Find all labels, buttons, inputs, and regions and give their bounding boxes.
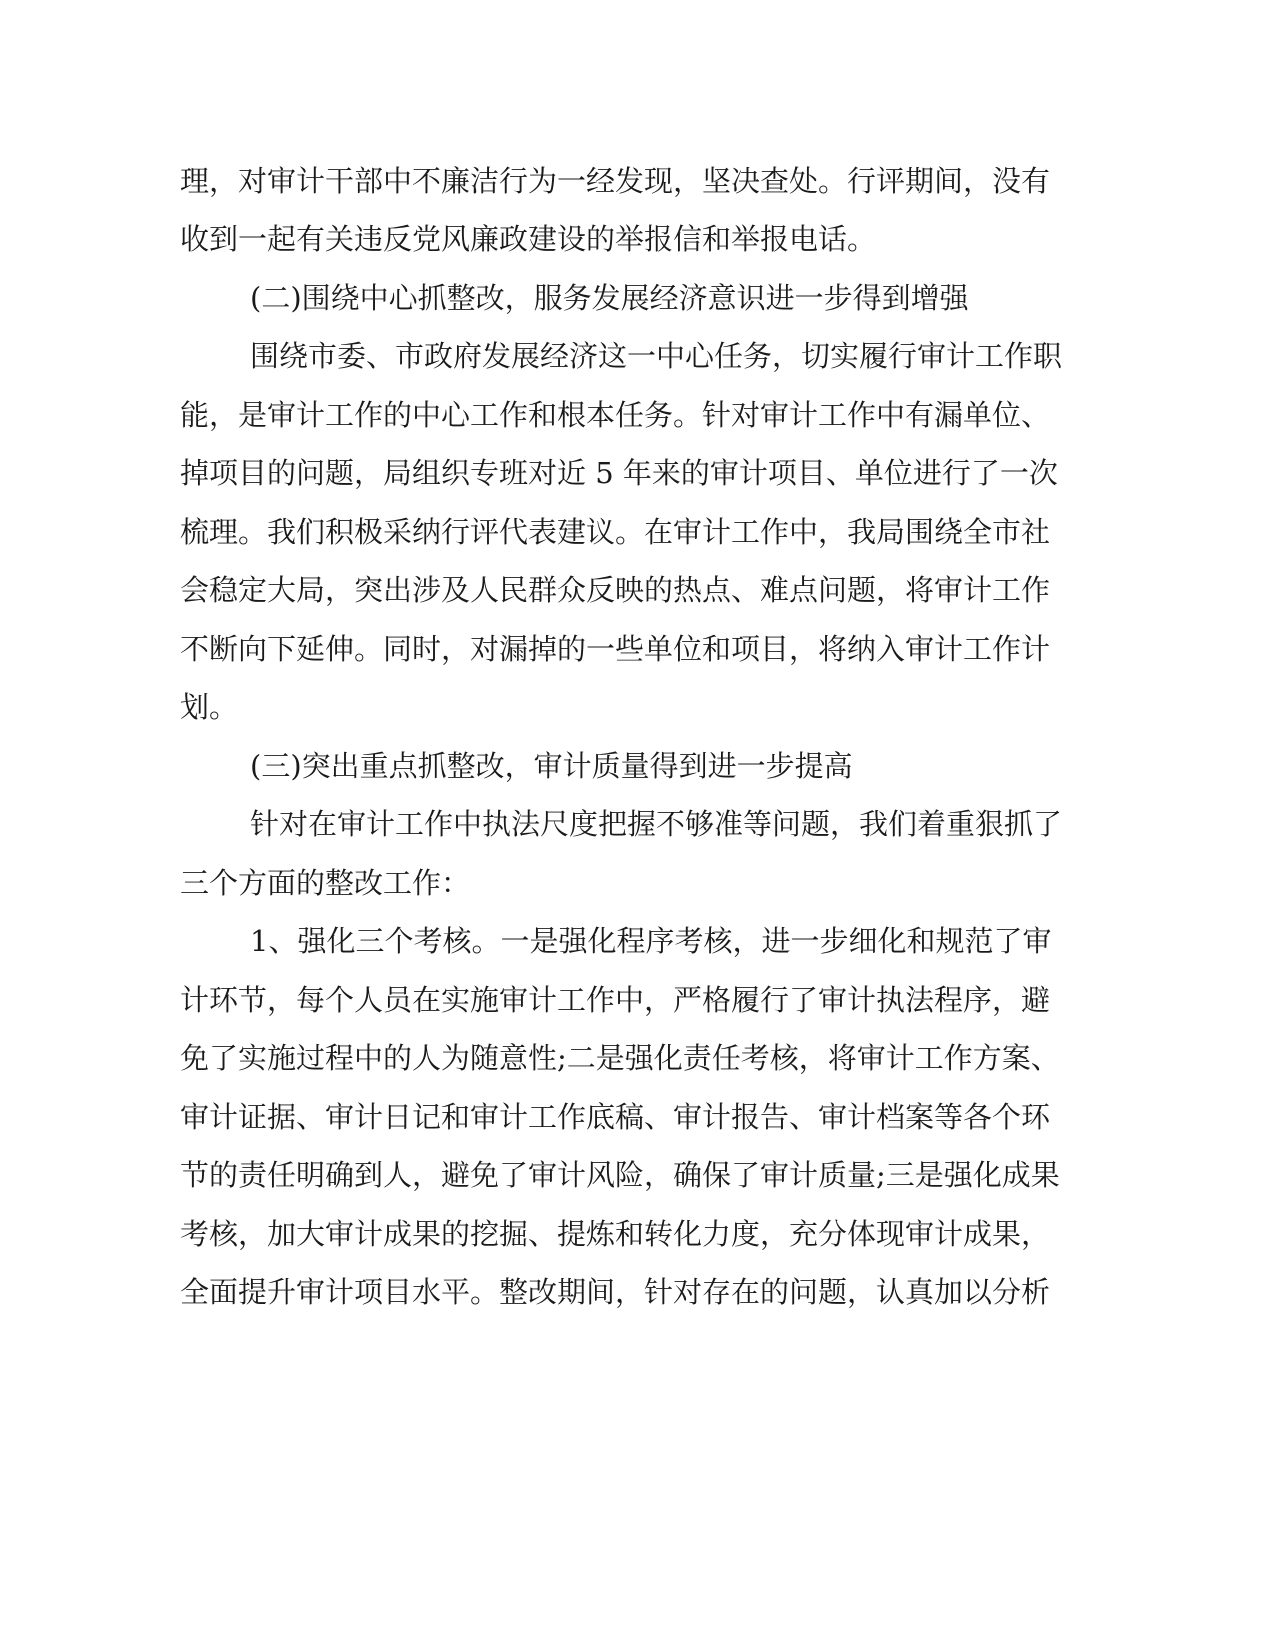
paragraph-line: 理，对审计干部中不廉洁行为一经发现，坚决查处。行评期间，没有 xyxy=(180,164,1051,198)
paragraph-line: 掉项目的问题，局组织专班对近 5 年来的审计项目、单位进行了一次 xyxy=(180,456,1058,490)
paragraph-line: 围绕市委、市政府发展经济这一中心任务，切实履行审计工作职 xyxy=(250,339,1063,373)
paragraph-line: 收到一起有关违反党风廉政建设的举报信和举报电话。 xyxy=(180,222,877,256)
paragraph-line: 能，是审计工作的中心工作和根本任务。针对审计工作中有漏单位、 xyxy=(180,398,1051,432)
paragraph-line: 考核，加大审计成果的挖掘、提炼和转化力度，充分体现审计成果， xyxy=(180,1217,1051,1251)
section-heading: (二)围绕中心抓整改，服务发展经济意识进一步得到增强 xyxy=(250,281,969,315)
paragraph-line: 审计证据、审计日记和审计工作底稿、审计报告、审计档案等各个环 xyxy=(180,1100,1051,1134)
paragraph-line: 不断向下延伸。同时，对漏掉的一些单位和项目，将纳入审计工作计 xyxy=(180,632,1051,666)
paragraph-line: 梳理。我们积极采纳行评代表建议。在审计工作中，我局围绕全市社 xyxy=(180,515,1051,549)
paragraph-line: 节的责任明确到人，避免了审计风险，确保了审计质量;三是强化成果 xyxy=(180,1158,1060,1192)
paragraph-line: 会稳定大局，突出涉及人民群众反映的热点、难点问题，将审计工作 xyxy=(180,573,1051,607)
paragraph-line: 针对在审计工作中执法尺度把握不够准等问题，我们着重狠抓了 xyxy=(250,807,1063,841)
paragraph-line: 三个方面的整改工作： xyxy=(180,866,471,900)
paragraph-line: 免了实施过程中的人为随意性;二是强化责任考核，将审计工作方案、 xyxy=(180,1041,1060,1075)
paragraph-line: 计环节，每个人员在实施审计工作中，严格履行了审计执法程序，避 xyxy=(180,983,1051,1017)
paragraph-line: 划。 xyxy=(180,690,239,724)
paragraph-line: 全面提升审计项目水平。整改期间，针对存在的问题，认真加以分析 xyxy=(180,1275,1051,1309)
section-heading: (三)突出重点抓整改，审计质量得到进一步提高 xyxy=(250,749,853,783)
paragraph-line: 1、强化三个考核。一是强化程序考核，进一步细化和规范了审 xyxy=(250,924,1052,958)
